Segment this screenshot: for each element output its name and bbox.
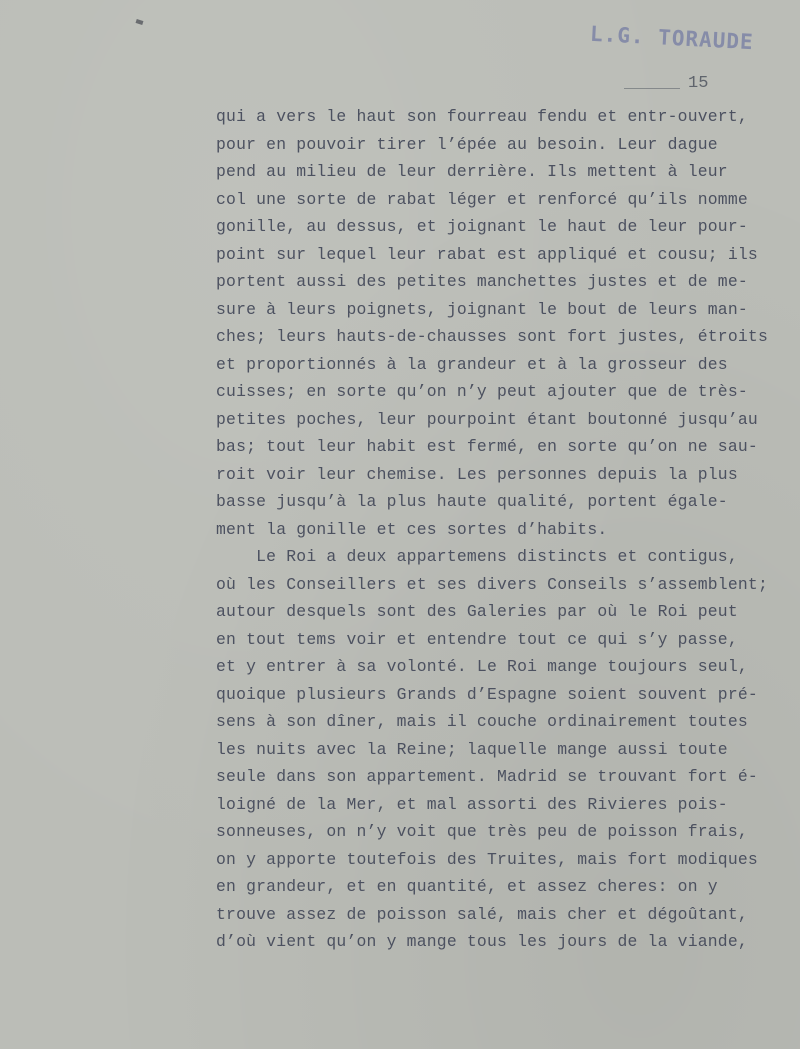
text-line: seule dans son appartement. Madrid se trouvant fort é-: [216, 767, 758, 786]
text-line: trouve assez de poisson salé, mais cher et dégoûtant,: [216, 904, 748, 924]
text-line: loigné de la Mer, et mal assorti des Rivieres pois-: [216, 794, 728, 814]
text-line: pour en pouvoir tirer l’épée au besoin. Leur dague: [216, 134, 718, 154]
body-text: [216, 103, 796, 956]
ink-speck: [136, 19, 144, 25]
text-line: bas; tout leur habit est fermé, en sorte qu’on ne sau-: [216, 437, 758, 456]
text-line: ment la gonille et ces sortes d’habits.: [216, 519, 608, 539]
text-line: autour desquels sont des Galeries par où le Roi peut: [216, 602, 738, 621]
text-line: où les Conseillers et ses divers Conseils s’assemblent;: [216, 574, 768, 594]
text-line: qui a vers le haut son fourreau fendu et entr-ouvert,: [216, 107, 748, 126]
text-line: on y apporte toutefois des Truites, mais fort modiques: [216, 849, 758, 869]
text-line: sens à son dîner, mais il couche ordinairement toutes: [216, 712, 748, 731]
text-line: et y entrer à sa volonté. Le Roi mange toujours seul,: [216, 657, 748, 676]
text-line: et proportionnés à la grandeur et à la grosseur des: [216, 354, 728, 374]
text-line: ches; leurs hauts-de-chausses sont fort justes, étroits: [216, 327, 768, 346]
text-line: Le Roi a deux appartemens distincts et contigus,: [216, 547, 738, 566]
text-line: col une sorte de rabat léger et renforcé qu’ils nomme: [216, 189, 748, 209]
text-line: d’où vient qu’on y mange tous les jours de la viande,: [216, 932, 748, 951]
text-line: les nuits avec la Reine; laquelle mange aussi toute: [216, 739, 728, 759]
text-line: en tout tems voir et entendre tout ce qui s’y passe,: [216, 629, 738, 649]
text-line: petites poches, leur pourpoint étant boutonné jusqu’au: [216, 409, 758, 429]
text-line: sure à leurs poignets, joignant le bout de leurs man-: [216, 299, 748, 319]
text-line: pend au milieu de leur derrière. Ils mettent à leur: [216, 162, 728, 181]
text-line: portent aussi des petites manchettes justes et de me-: [216, 272, 748, 291]
page-number-rule: [624, 88, 680, 89]
text-line: basse jusqu’à la plus haute qualité, portent égale-: [216, 492, 728, 511]
text-line: sonneuses, on n’y voit que très peu de poisson frais,: [216, 822, 748, 841]
page-number: 15: [688, 74, 709, 93]
text-line: roit voir leur chemise. Les personnes depuis la plus: [216, 464, 738, 484]
text-line: cuisses; en sorte qu’on n’y peut ajouter que de très-: [216, 382, 748, 401]
library-stamp: L.G. TORAUDE: [589, 21, 755, 55]
text-line: en grandeur, et en quantité, et assez cheres: on y: [216, 877, 718, 896]
text-line: gonille, au dessus, et joignant le haut de leur pour-: [216, 217, 748, 236]
text-line: quoique plusieurs Grands d’Espagne soient souvent pré-: [216, 684, 758, 704]
text-line: point sur lequel leur rabat est appliqué et cousu; ils: [216, 244, 758, 264]
